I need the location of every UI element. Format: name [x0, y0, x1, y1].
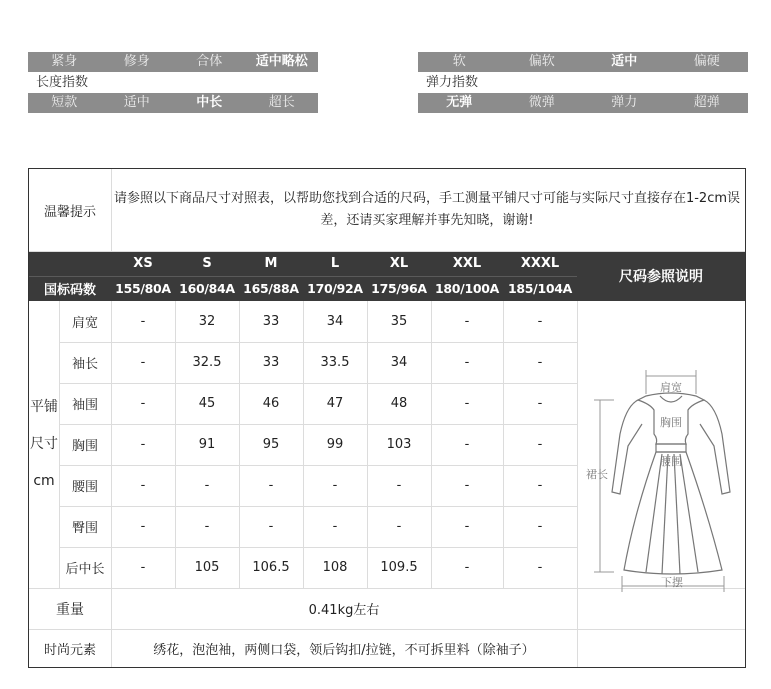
measure-value: 108 — [322, 560, 348, 575]
size-header: XL — [389, 256, 409, 271]
size-chart-table — [28, 168, 746, 668]
softness-elastic-index — [418, 52, 748, 113]
weight-label: 重量 — [56, 601, 84, 618]
measure-value: - — [140, 437, 146, 452]
length-option: 短款 — [51, 95, 78, 110]
measure-name: 胸围 — [71, 439, 98, 454]
elastic-bar — [418, 93, 748, 113]
measure-value: 33 — [262, 355, 280, 370]
shoulder-text: 肩宽 — [660, 381, 682, 394]
measure-value: 35 — [390, 314, 408, 329]
size-header: L — [330, 256, 340, 271]
measure-value: 32 — [198, 314, 216, 329]
weight-value: 0.41kg左右 — [308, 603, 380, 618]
softness-option: 偏硬 — [693, 54, 720, 69]
measure-value: - — [140, 560, 146, 575]
measure-name: 袖长 — [71, 357, 98, 372]
length-option: 适中 — [123, 95, 150, 110]
measure-value: - — [204, 519, 210, 534]
length-option-selected: 中长 — [196, 95, 223, 110]
length-index-label: 长度指数 — [36, 75, 89, 90]
measure-value: 34 — [326, 314, 344, 329]
measure-value: - — [464, 478, 470, 493]
measure-value: 33 — [262, 314, 280, 329]
hem-text: 下摆 — [661, 576, 683, 589]
flat-label-line: cm — [33, 473, 55, 489]
elements-label: 时尚元素 — [43, 642, 96, 658]
softness-bar — [418, 52, 748, 72]
measure-value: - — [140, 519, 146, 534]
standard-code: 185/104A — [507, 281, 573, 296]
standard-label: 国标码数 — [43, 283, 96, 298]
flat-label-line: 尺寸 — [30, 436, 58, 452]
measure-value: 109.5 — [380, 560, 418, 575]
length-text: 裙长 — [586, 468, 608, 481]
softness-option: 偏软 — [528, 54, 555, 69]
chest-text: 胸围 — [660, 416, 682, 429]
measure-value: - — [464, 560, 470, 575]
size-header: XXL — [452, 256, 482, 271]
elastic-index-label: 弹力指数 — [426, 75, 479, 90]
measure-value: - — [140, 478, 146, 493]
measure-value: 103 — [386, 437, 412, 452]
waist-text: 腰围 — [660, 455, 682, 468]
standard-code: 160/84A — [179, 281, 235, 296]
elastic-option: 超弹 — [693, 95, 720, 110]
size-header: XS — [133, 256, 153, 271]
standard-code: 175/96A — [371, 281, 427, 296]
measure-value: - — [464, 437, 470, 452]
measure-value: - — [140, 396, 146, 411]
measure-value: - — [396, 519, 402, 534]
measure-value: 47 — [326, 396, 344, 411]
measure-value: - — [464, 314, 470, 329]
standard-code: 180/100A — [434, 281, 500, 296]
fit-option: 修身 — [123, 54, 150, 69]
measure-value: 105 — [194, 560, 220, 575]
measure-value: - — [396, 478, 402, 493]
measure-value: - — [464, 396, 470, 411]
measure-name: 腰围 — [71, 480, 98, 495]
measure-value: 45 — [198, 396, 216, 411]
elastic-option: 微弹 — [528, 95, 555, 110]
measure-name: 袖围 — [71, 398, 98, 413]
softness-option: 软 — [452, 54, 466, 69]
measure-value: - — [537, 478, 543, 493]
reference-label: 尺码参照说明 — [619, 269, 703, 285]
measure-value: - — [537, 314, 543, 329]
measure-value: 106.5 — [252, 560, 290, 575]
measure-value: 46 — [262, 396, 280, 411]
measure-value: - — [332, 519, 338, 534]
grid-line — [29, 251, 745, 252]
measure-value: - — [537, 437, 543, 452]
measure-value: - — [537, 396, 543, 411]
fit-option-selected: 适中略松 — [255, 54, 308, 69]
flat-label-line: 平铺 — [30, 399, 58, 415]
fit-bar — [28, 52, 318, 72]
measure-value: 32.5 — [192, 355, 222, 370]
elements-value: 绣花，泡泡袖，两侧口袋，领后钩扣/拉链，不可拆里料（除袖子） — [153, 642, 535, 658]
measure-value: - — [140, 355, 146, 370]
standard-code: 155/80A — [115, 281, 171, 296]
elastic-option-selected: 无弹 — [446, 95, 473, 110]
measure-value: 33.5 — [320, 355, 350, 370]
fit-option: 紧身 — [51, 54, 78, 69]
measure-value: 95 — [262, 437, 280, 452]
measure-value: - — [268, 519, 274, 534]
size-header: M — [264, 256, 278, 271]
notice-label: 温馨提示 — [43, 204, 96, 220]
flat-measure-label — [29, 301, 59, 588]
measure-name: 臀围 — [71, 521, 98, 536]
measure-value: - — [140, 314, 146, 329]
notice-text: 请参照以下商品尺寸对照表，以帮助您找到合适的尺码，手工测量平铺尺寸可能与实际尺寸直接存在1-2cm误差，还请买家理解并事先知晓，谢谢! — [113, 191, 741, 228]
grid-line — [111, 169, 112, 251]
dress-measure-diagram — [584, 364, 744, 594]
measure-value: - — [464, 355, 470, 370]
size-header: S — [202, 256, 212, 271]
measure-value: - — [537, 560, 543, 575]
measure-value: 91 — [198, 437, 216, 452]
measure-name: 肩宽 — [71, 316, 98, 331]
measure-value: - — [332, 478, 338, 493]
measure-value: - — [204, 478, 210, 493]
standard-code: 170/92A — [307, 281, 363, 296]
measure-value: 48 — [390, 396, 408, 411]
measure-value: - — [464, 519, 470, 534]
grid-line — [577, 301, 578, 667]
measure-value: 99 — [326, 437, 344, 452]
standard-code: 165/88A — [243, 281, 299, 296]
elastic-option: 弹力 — [611, 95, 638, 110]
softness-option-selected: 适中 — [611, 54, 638, 69]
measure-value: 34 — [390, 355, 408, 370]
measure-name: 后中长 — [65, 562, 105, 577]
measure-value: - — [537, 519, 543, 534]
measure-value: - — [537, 355, 543, 370]
measure-value: - — [268, 478, 274, 493]
length-bar — [28, 93, 318, 113]
size-header: XXXL — [520, 256, 560, 271]
length-option: 超长 — [268, 95, 295, 110]
fit-option: 合体 — [196, 54, 223, 69]
fit-length-index — [28, 52, 318, 113]
